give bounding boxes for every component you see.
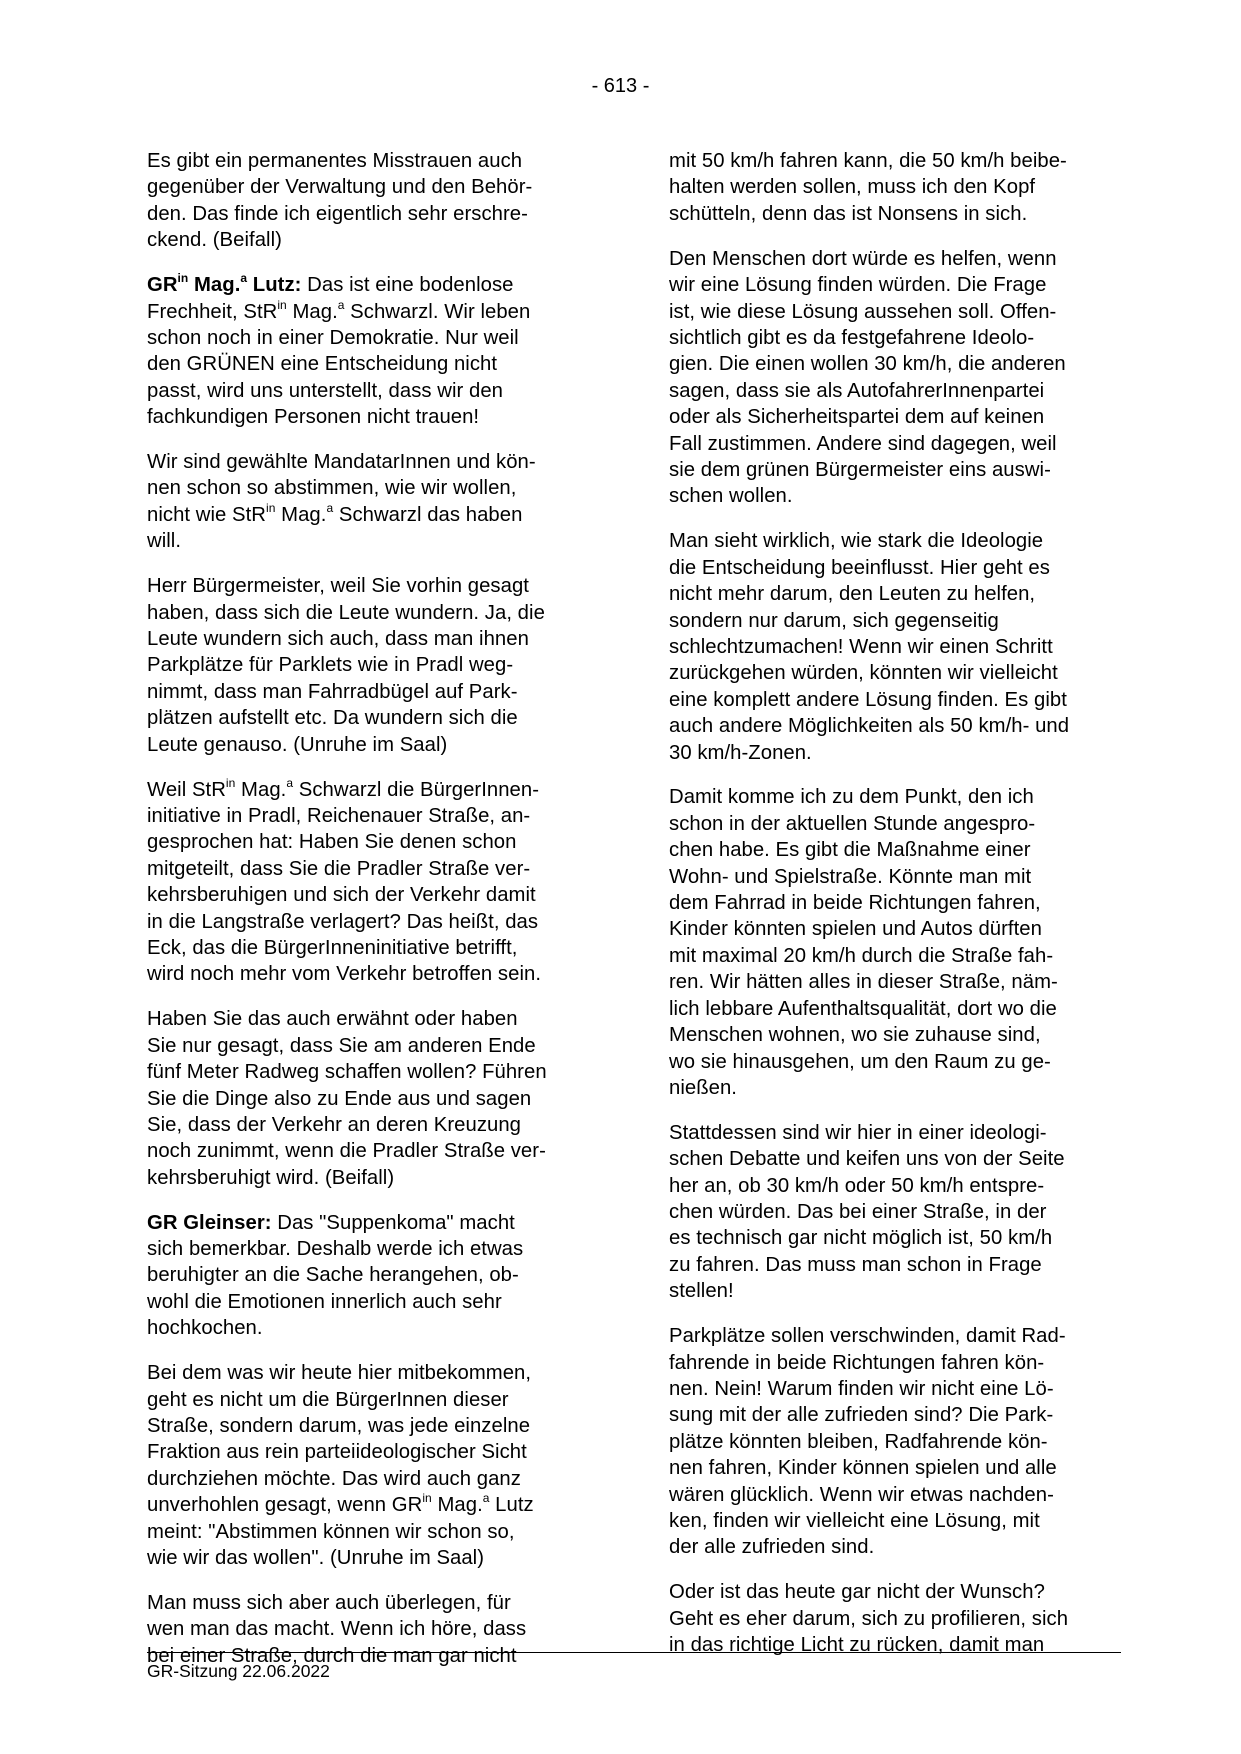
paragraph: Stattdessen sind wir hier in einer ideologi- schen Debatte und keifen uns von der Seite her an, ob 30 km/h oder 50 km/h entspre- chen würden. Das bei einer Straße, in der es technisch gar nicht möglich ist, 50 km/h zu fahren. Das muss man schon in Frage stellen! [669, 1121, 1065, 1303]
footer-text: GR-Sitzung 22.06.2022 [147, 1661, 330, 1681]
page-number: - 613 - [591, 75, 650, 97]
paragraph: Bei dem was wir heute hier mitbekommen, geht es nicht um die BürgerInnen dieser Straße, sondern darum, was jede einzelne Fraktion aus rein parteiideologischer Sicht durchziehen möchte. Das wird auch ganz unverhohlen gesagt, wenn $GR^{in}$ Mag.$^a$ Lutz meint: "Abstimmen können wir schon so, wie wir das wollen". (Unruhe im Saal) [147, 1362, 534, 1569]
paragraph: Haben Sie das auch erwähnt oder haben Sie nur gesagt, dass Sie am anderen Ende fünf Meter Radweg schaffen wollen? Führen Sie die Dinge also zu Ende aus und sagen Sie, dass der Verkehr an deren Kreuzung noch zunimmt, wenn die Pradler Straße ver- kehrsberuhigt wird. (Beifall) [147, 1008, 547, 1189]
paragraph: Man sieht wirklich, wie stark die Ideologie die Entscheidung beeinflusst. Hier geht es nicht mehr darum, den Leuten zu helfen, sondern nur darum, sich gegenseitig schlechtzumachen! Wenn wir einen Schritt zurückgehen würden, könnten wir vielleicht eine komplett andere Lösung finden. Es gibt auch andere Möglichkeiten als 50 km/h- und 30 km/h-Zonen. [669, 530, 1070, 764]
right-column [669, 148, 1119, 1677]
paragraph: Es gibt ein permanentes Misstrauen auch gegenüber der Verwaltung und den Behör- den. Das finde ich eigentlich sehr erschre- ckend. (Beifall) [147, 150, 533, 252]
speaker-name: $GR^{in}$ Mag.$^a$ Lutz: [147, 271, 302, 297]
speaker-name: GR Gleinser: [147, 1211, 272, 1234]
paragraph: Oder ist das heute gar nicht der Wunsch? Geht es eher darum, sich zu profilieren, sich in das richtige Licht zu rücken, damit man [669, 1581, 1069, 1657]
paragraph: Wir sind gewählte MandatarInnen und kön- nen schon so abstimmen, wie wir wollen, nicht wie StR$^{in}$ Mag.$^a$ Schwarzl das haben will. [147, 451, 536, 553]
speaker-paragraph-gleinser: GR Gleinser: Das "Suppenkoma" macht sich bemerkbar. Deshalb werde ich etwas beruhigter an die Sache herangehen, ob- wohl die Emotionen innerlich auch sehr hochkochen. [147, 1211, 524, 1340]
paragraph: Man muss sich aber auch überlegen, für wen man das macht. Wenn ich höre, dass bei einer Straße, durch die man gar nicht [147, 1591, 527, 1667]
paragraph: Damit komme ich zu dem Punkt, den ich schon in der aktuellen Stunde angespro- chen habe. Es gibt die Maßnahme einer Wohn- und Spielstraße. Könnte man mit dem Fahrrad in beide Richtungen fahren, Kinder könnten spielen und Autos dürften mit maximal 20 km/h durch die Straße fah- ren. Wir hätten alles in dieser Straße, näm- lich lebbare Aufenthaltsqualität, dort wo die Menschen wohnen, wo sie zuhause sind, wo sie hinausgehen, um den Raum zu ge- nießen. [669, 786, 1058, 1099]
paragraph: Den Menschen dort würde es helfen, wenn wir eine Lösung finden würden. Die Frage ist, wie diese Lösung aussehen soll. Offen- sichtlich gibt es da festgefahrene Ideolo- gien. Die einen wollen 30 km/h, die anderen sagen, dass sie als AutofahrerInnenpartei oder als Sicherheitspartei dem auf keinen Fall zustimmen. Andere sind dagegen, weil sie dem grünen Bürgermeister eins auswi- schen wollen. [669, 247, 1066, 508]
paragraph: Weil StR$^{in}$ Mag.$^a$ Schwarzl die BürgerInnen- initiative in Pradl, Reichenauer Straße, an- gesprochen hat: Haben Sie denen schon mitgeteilt, dass Sie die Pradler Straße ver- kehrsberuhigen und sich der Verkehr damit in die Langstraße verlagert? Das heißt, das Eck, das die BürgerInneninitiative betrifft, wird noch mehr vom Verkehr betroffen sein. [147, 775, 542, 986]
footer-divider [147, 1652, 1121, 1653]
paragraph: mit 50 km/h fahren kann, die 50 km/h beibe- halten werden sollen, muss ich den Kopf schütteln, denn das ist Nonsens in sich. [669, 150, 1067, 225]
left-column [147, 148, 597, 1688]
speaker-paragraph-lutz: $GR^{in}$ Mag.$^a$ Lutz: Das ist eine bodenlose Frechheit, StR$^{in}$ Mag.$^a$ Schwarzl. Wir leben schon noch in einer Demokratie. Nur weil den GRÜNEN eine Entscheidung nicht passt, wird uns unterstellt, dass wir den fachkundigen Personen nicht trauen! [147, 271, 531, 429]
paragraph: Parkplätze sollen verschwinden, damit Rad- fahrende in beide Richtungen fahren kön- nen. Nein! Warum finden wir nicht eine Lö- sung mit der alle zufrieden sind? Die Park- plätze könnten bleiben, Radfahrende kön- nen fahren, Kinder können spielen und alle wären glücklich. Wenn wir etwas nachden- ken, finden wir vielleicht eine Lösung, mit der alle zufrieden sind. [669, 1325, 1066, 1559]
paragraph: Herr Bürgermeister, weil Sie vorhin gesagt haben, dass sich die Leute wundern. Ja, die Leute wundern sich auch, dass man ihnen Parkplätze für Parklets wie in Pradl weg- nimmt, dass man Fahrradbügel auf Park- plätzen aufstellt etc. Da wundern sich die Leute genauso. (Unruhe im Saal) [147, 575, 545, 756]
